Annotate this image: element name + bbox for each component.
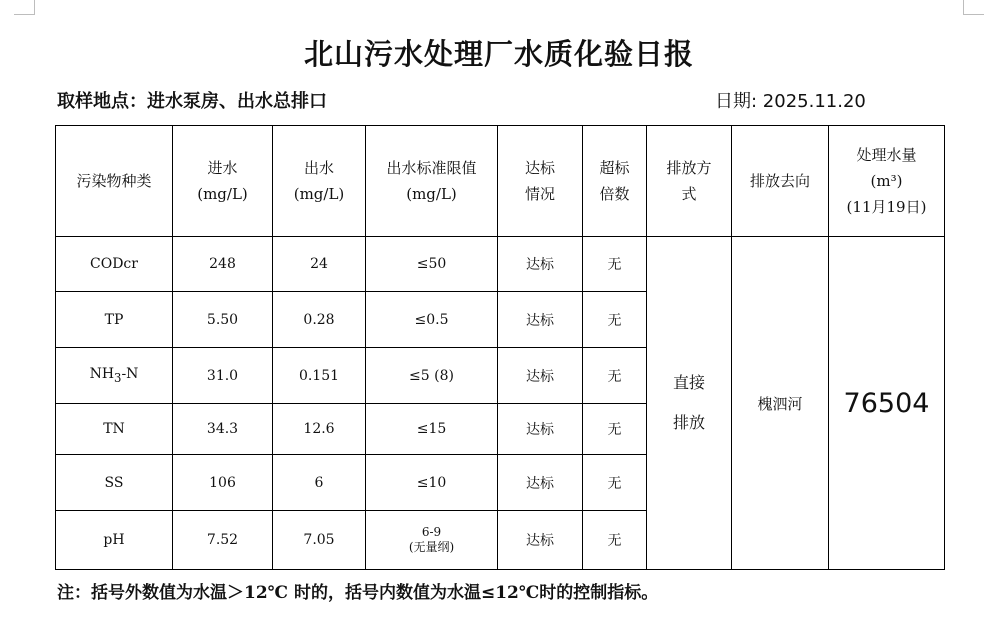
outflow-value: 0.28 — [273, 292, 366, 348]
outflow-value: 7.05 — [273, 511, 366, 570]
pollutant-name: SS — [56, 455, 173, 511]
inflow-value: 248 — [173, 237, 273, 292]
header-method: 排放方 式 — [647, 126, 732, 237]
discharge-method: 直接 排放 — [647, 237, 732, 570]
header-compliance: 达标 情况 — [498, 126, 583, 237]
pollutant-name: pH — [56, 511, 173, 570]
pollutant-name: $NH_3-N$ — [56, 348, 173, 404]
limit-value: ≤5 (8) — [366, 348, 498, 404]
pollutant-name: CODcr — [56, 237, 173, 292]
report-title: 北山污水处理厂水质化验日报 — [303, 37, 694, 71]
inflow-value: 34.3 — [173, 404, 273, 455]
footnote: 注：括号外数值为水温＞12℃ 时的，括号内数值为水温≤12℃时的控制指标。 — [57, 583, 659, 603]
header-destination: 排放去向 — [732, 126, 829, 237]
outflow-value: 24 — [273, 237, 366, 292]
limit-value: 6-9 (无量纲) — [366, 511, 498, 570]
header-exceed: 超标 倍数 — [583, 126, 647, 237]
header-inflow: 进水 (mg/L) — [173, 126, 273, 237]
inflow-value: 106 — [173, 455, 273, 511]
compliance-status: 达标 — [498, 348, 583, 404]
discharge-destination: 槐泗河 — [732, 237, 829, 570]
exceed-multiple: 无 — [583, 404, 647, 455]
header-row — [56, 126, 945, 237]
inflow-value: 31.0 — [173, 348, 273, 404]
compliance-status: 达标 — [498, 404, 583, 455]
outflow-value: 6 — [273, 455, 366, 511]
pollutant-name: TN — [56, 404, 173, 455]
exceed-multiple: 无 — [583, 237, 647, 292]
outflow-value: 0.151 — [273, 348, 366, 404]
water-quality-table — [55, 125, 945, 570]
exceed-multiple: 无 — [583, 455, 647, 511]
report-date: 日期: 2025.11.20 — [715, 91, 866, 112]
treated-volume: 76504 — [829, 237, 945, 570]
table-row — [56, 237, 945, 292]
header-pollutant: 污染物种类 — [56, 126, 173, 237]
page-corner-mark-left — [14, 0, 35, 15]
sampling-location: 取样地点：进水泵房、出水总排口 — [57, 91, 327, 112]
inflow-value: 5.50 — [173, 292, 273, 348]
header-outflow: 出水 (mg/L) — [273, 126, 366, 237]
exceed-multiple: 无 — [583, 292, 647, 348]
outflow-value: 12.6 — [273, 404, 366, 455]
compliance-status: 达标 — [498, 237, 583, 292]
header-volume: 处理水量 (m³) (11月19日) — [829, 126, 945, 237]
inflow-value: 7.52 — [173, 511, 273, 570]
limit-value: ≤50 — [366, 237, 498, 292]
compliance-status: 达标 — [498, 455, 583, 511]
header-limit: 出水标准限值 (mg/L) — [366, 126, 498, 237]
exceed-multiple: 无 — [583, 348, 647, 404]
limit-value: ≤15 — [366, 404, 498, 455]
exceed-multiple: 无 — [583, 511, 647, 570]
limit-value: ≤0.5 — [366, 292, 498, 348]
limit-value: ≤10 — [366, 455, 498, 511]
page-corner-mark-right — [963, 0, 984, 15]
pollutant-name: TP — [56, 292, 173, 348]
compliance-status: 达标 — [498, 292, 583, 348]
compliance-status: 达标 — [498, 511, 583, 570]
